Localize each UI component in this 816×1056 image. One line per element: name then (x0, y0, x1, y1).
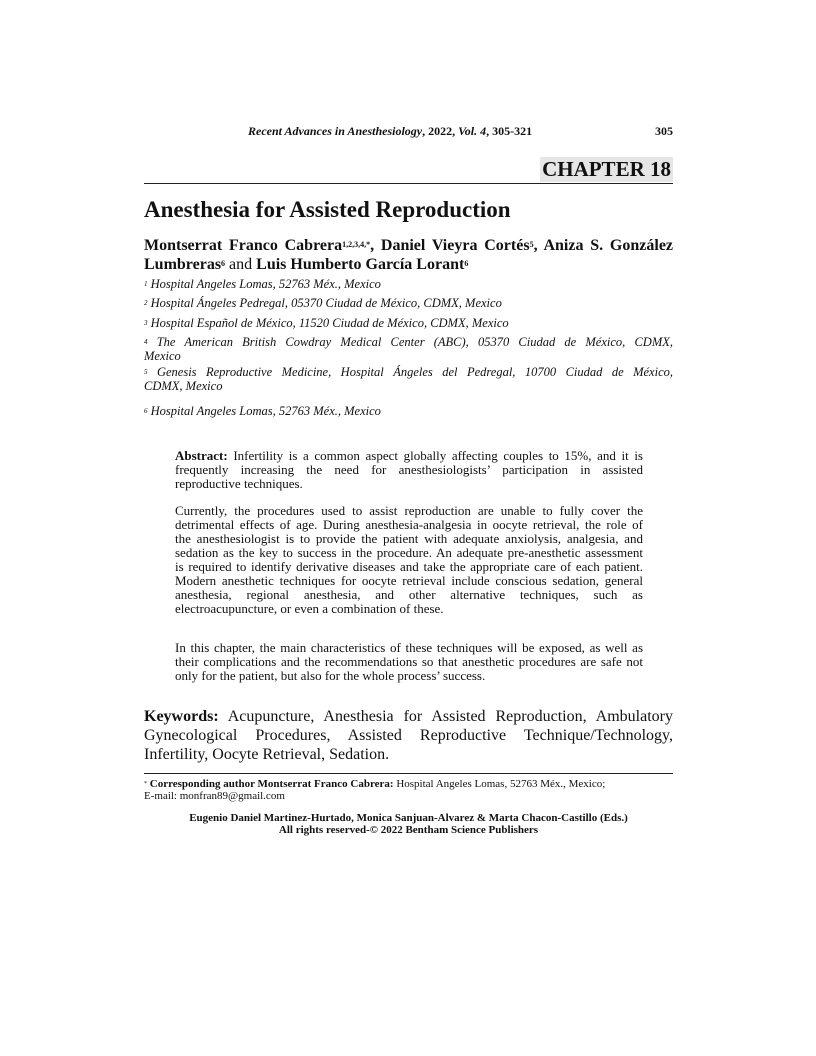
affiliation-text: CDMX, Mexico (144, 379, 223, 393)
affiliation (144, 365, 673, 393)
author-sup: 1,2,3,4,* (342, 240, 371, 249)
text-line: is required to identify derivative diseases and take the appropriate care of each patient. (175, 559, 643, 574)
affiliation-sup: 6 (144, 407, 148, 415)
footnote-text: Hospital Angeles Lomas, 52763 Méx., Mexico; (393, 778, 606, 790)
affiliation-sup: 1 (144, 280, 148, 288)
text-line: electroacupuncture, or even a combination of these. (175, 601, 444, 616)
affiliation (144, 296, 673, 310)
affiliation (144, 335, 673, 363)
author-sup: 6 (464, 259, 469, 268)
affiliation-text: Genesis Reproductive Medicine, Hospital Ángeles del Pedregal, 10700 Ciudad de México, (156, 365, 673, 379)
author-line-1: Montserrat Franco Cabrera$^{1,2,3,4,*}$, Daniel Vieyra Cortés$^5$, Aniza S. González (144, 237, 674, 254)
author-list (144, 236, 673, 274)
affiliation-text: The American British Cowdray Medical Center (ABC), 05370 Ciudad de México, CDMX, (156, 335, 674, 349)
text-line: Modern anesthetic techniques for oocyte retrieval include conscious sedation, general (175, 573, 643, 588)
author-conjunction: and (229, 256, 253, 273)
text-line: detrimental effects of age. During anesthesia-analgesia in oocyte retrieval, the role of (175, 517, 643, 532)
text: Acupuncture, Anesthesia for Assisted Reproduction, Ambulatory (218, 708, 673, 725)
text-line: anesthesia, regional anesthesia, and other alternative techniques, such as (175, 587, 643, 602)
page-range: , 305-321 (486, 124, 533, 138)
affiliation-sup: 3 (144, 319, 148, 327)
author-name: Aniza S. González (543, 237, 674, 254)
chapter-label: CHAPTER 18 (542, 157, 671, 181)
author-line-2 (144, 255, 673, 274)
year: , 2022, (422, 124, 459, 138)
author-name: Montserrat Franco Cabrera (144, 237, 343, 254)
affiliation-sup: 4 (144, 338, 148, 346)
abstract-paragraph (175, 641, 643, 683)
keywords (144, 707, 673, 764)
journal-citation (248, 124, 532, 139)
affiliation-text: Hospital Español de México, 11520 Ciudad de México, CDMX, Mexico (150, 316, 509, 330)
abstract-label: Abstract: (175, 448, 228, 463)
text-line: Infertility, Oocyte Retrieval, Sedation. (144, 746, 390, 763)
editors: Eugenio Daniel Martinez-Hurtado, Monica Sanjuan-Alvarez & Marta Chacon-Castillo (Eds.) (189, 812, 628, 824)
text-line: only for the patient, but also for the whole process’ success. (175, 668, 486, 683)
footnote-email[interactable]: E-mail: monfran89@gmail.com (144, 790, 285, 802)
editors-block (144, 812, 673, 836)
author-sup: 6 (221, 259, 226, 268)
text-line: their complications and the recommendations so that anesthetic procedures are safe not (175, 654, 643, 669)
text-line: sedation as the key to success in the procedure. An adequate pre-anesthetic assessment (175, 545, 643, 560)
author-name: Daniel Vieyra Cortés (380, 237, 530, 254)
journal-name: Recent Advances in Anesthesiology (248, 124, 423, 138)
footnote-rule (144, 773, 673, 774)
page-number: 305 (655, 124, 673, 138)
footnote-label: Corresponding author Montserrat Franco Cabrera: (149, 778, 394, 790)
author-name: Luis Humberto García Lorant (256, 256, 465, 273)
affiliation-text: Mexico (144, 349, 181, 363)
affiliation-text: Hospital Angeles Lomas, 52763 Méx., Mexico (150, 404, 381, 418)
affiliation (144, 277, 673, 291)
volume: Vol. 4 (458, 124, 487, 138)
copyright: All rights reserved-© 2022 Bentham Science Publishers (278, 824, 539, 836)
affiliation (144, 404, 673, 418)
text-line: the anesthesiologist is to provide the patient with adequate anxiolysis, analgesia, and (175, 531, 643, 546)
affiliation-sup: 2 (144, 299, 148, 307)
abstract-paragraph (175, 449, 643, 491)
footnote-sup: * (144, 781, 147, 787)
affiliation (144, 316, 673, 330)
affiliation-text: Hospital Ángeles Pedregal, 05370 Ciudad de México, CDMX, Mexico (150, 296, 502, 310)
keywords-label: Keywords: (144, 708, 219, 725)
abstract-paragraph (175, 504, 643, 616)
text-line: Gynecological Procedures, Assisted Reproductive Technique/Technology, (144, 727, 673, 744)
text-line (144, 707, 673, 726)
text-line: frequently increasing the need for anesthesiologists’ participation in assisted (175, 462, 643, 477)
text-line: Currently, the procedures used to assist reproduction are unable to fully cover the (175, 503, 643, 518)
author-name: Lumbreras (144, 256, 222, 273)
footnote (144, 778, 605, 802)
text-line: reproductive techniques. (175, 476, 303, 491)
author-sup: 5 (529, 240, 534, 249)
page-title: Anesthesia for Assisted Reproduction (144, 197, 511, 222)
text: Infertility is a common aspect globally affecting couples to 15%, and it is (227, 448, 643, 463)
text-line (175, 449, 643, 463)
affiliation-sup: 5 (144, 368, 148, 376)
text-line: In this chapter, the main characteristics of these techniques will be exposed, as well as (175, 640, 643, 655)
header-rule (144, 183, 673, 184)
affiliation-text: Hospital Angeles Lomas, 52763 Méx., Mexico (150, 277, 381, 291)
